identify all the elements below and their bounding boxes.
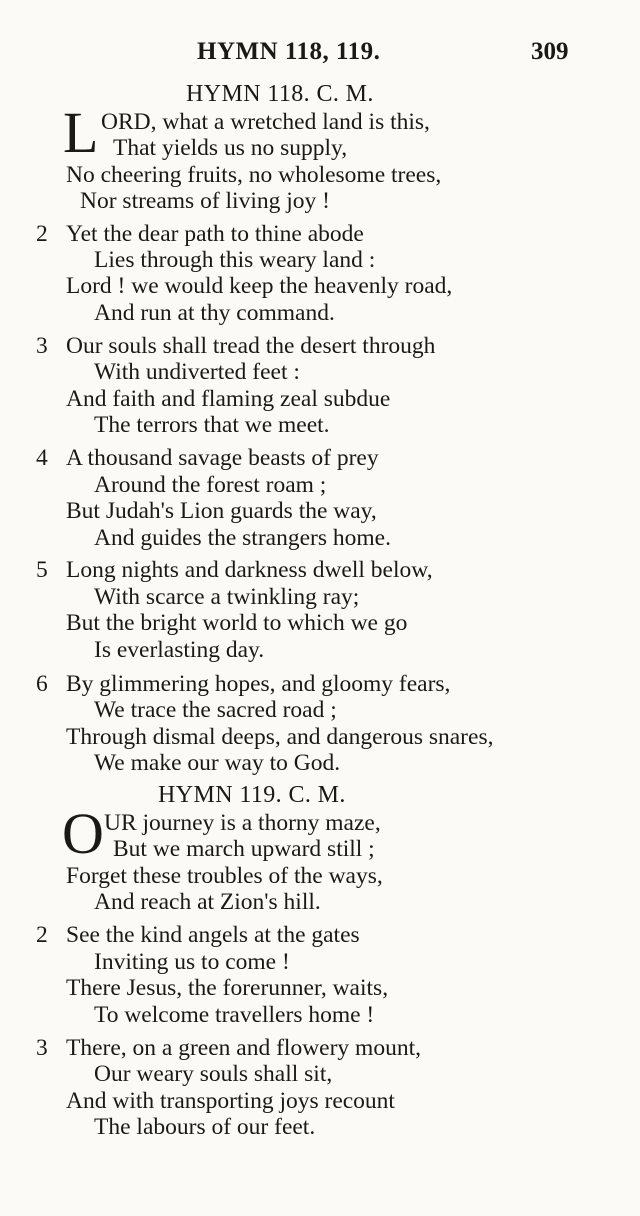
hymn-heading: HYMN 119. C. M. xyxy=(158,782,346,808)
verse-line: Is everlasting day. xyxy=(94,637,265,663)
verse-line: And guides the strangers home. xyxy=(94,525,391,551)
verse-line: But Judah's Lion guards the way, xyxy=(66,498,377,524)
verse-line: UR journey is a thorny maze, xyxy=(104,810,381,836)
verse-line: Through dismal deeps, and dangerous snares, xyxy=(66,724,494,750)
verse-line: The terrors that we meet. xyxy=(94,412,330,438)
verse-line: With scarce a twinkling ray; xyxy=(94,584,360,610)
verse-line: And with transporting joys recount xyxy=(66,1088,395,1114)
drop-cap: L xyxy=(63,100,99,165)
verse-line: No cheering fruits, no wholesome trees, xyxy=(66,162,442,188)
drop-cap: O xyxy=(62,801,104,866)
verse-line: With undiverted feet : xyxy=(94,359,300,385)
verse-line: Long nights and darkness dwell below, xyxy=(66,557,433,583)
verse-line: A thousand savage beasts of prey xyxy=(66,445,379,471)
verse-line: Around the forest roam ; xyxy=(94,472,327,498)
verse-line: Yet the dear path to thine abode xyxy=(66,221,364,247)
verse-line: We trace the sacred road ; xyxy=(94,697,337,723)
stanza-number: 5 xyxy=(36,557,48,583)
verse-line: But the bright world to which we go xyxy=(66,610,408,636)
verse-line: And run at thy command. xyxy=(94,300,335,326)
verse-line: To welcome travellers home ! xyxy=(94,1002,375,1028)
hymn-heading: HYMN 118. C. M. xyxy=(186,81,374,107)
running-title: HYMN 118, 119. xyxy=(197,38,381,65)
running-head xyxy=(0,38,640,74)
verse-line: The labours of our feet. xyxy=(94,1114,316,1140)
stanza-number: 3 xyxy=(36,333,48,359)
stanza-number: 3 xyxy=(36,1035,48,1061)
verse-line: See the kind angels at the gates xyxy=(66,922,360,948)
verse-line: That yields us no supply, xyxy=(113,135,348,161)
verse-line: Our souls shall tread the desert through xyxy=(66,333,436,359)
verse-line: ORD, what a wretched land is this, xyxy=(101,109,430,135)
verse-line: We make our way to God. xyxy=(94,750,341,776)
stanza-number: 4 xyxy=(36,445,48,471)
verse-line: And faith and flaming zeal subdue xyxy=(66,386,391,412)
verse-line: But we march upward still ; xyxy=(113,836,375,862)
verse-line: Forget these troubles of the ways, xyxy=(66,863,383,889)
verse-line: Our weary souls shall sit, xyxy=(94,1061,333,1087)
verse-line: Lies through this weary land : xyxy=(94,247,376,273)
verse-line: Nor streams of living joy ! xyxy=(80,188,330,214)
page-number: 309 xyxy=(531,38,569,65)
verse-line: Lord ! we would keep the heavenly road, xyxy=(66,273,453,299)
verse-line: There Jesus, the forerunner, waits, xyxy=(66,975,389,1001)
verse-line: And reach at Zion's hill. xyxy=(94,889,321,915)
verse-line: Inviting us to come ! xyxy=(94,949,290,975)
verse-line: By glimmering hopes, and gloomy fears, xyxy=(66,671,451,697)
stanza-number: 2 xyxy=(36,221,48,247)
stanza-number: 2 xyxy=(36,922,48,948)
verse-line: There, on a green and flowery mount, xyxy=(66,1035,421,1061)
stanza-number: 6 xyxy=(36,671,48,697)
